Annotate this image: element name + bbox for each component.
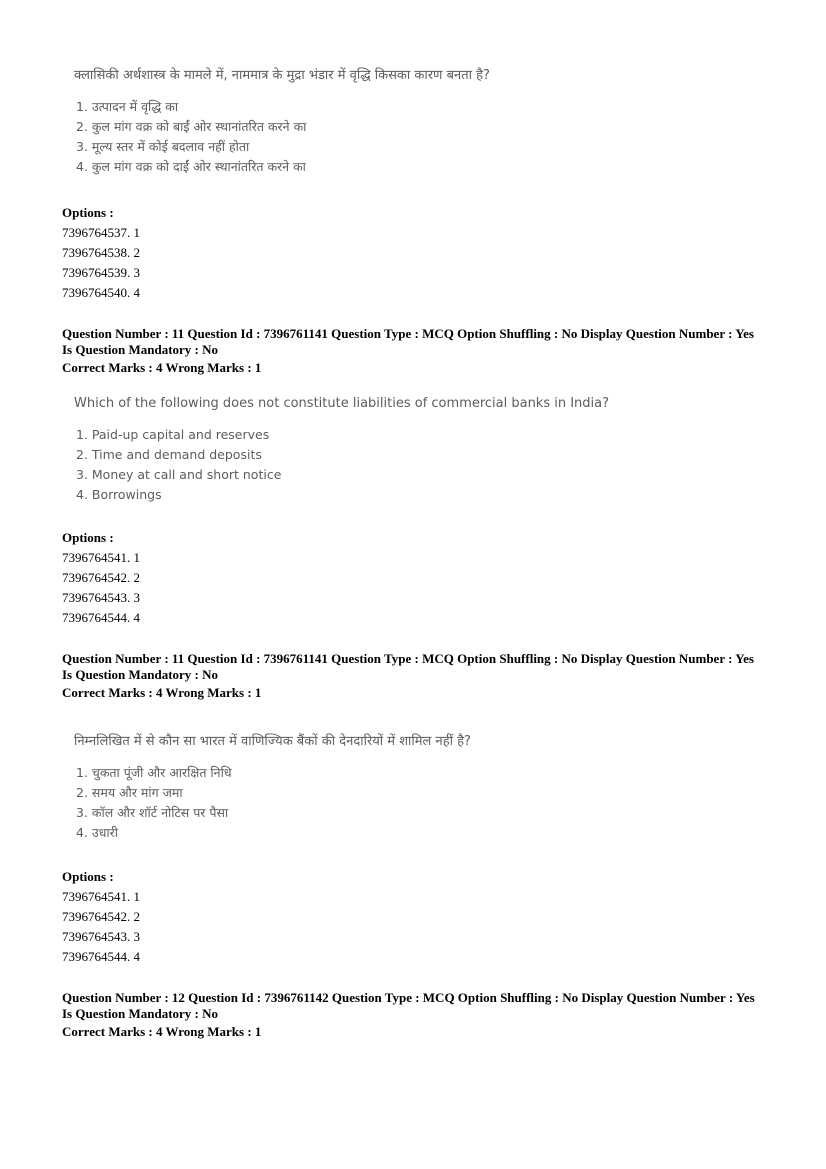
question-text: निम्नलिखित में से कौन सा भारत में वाणिज्यिक बैंकों की देनदारियों में शामिल नहीं है? <box>74 734 471 749</box>
choice-item: 2. कुल मांग वक्र को बाईं ओर स्थानांतरित करने का <box>76 119 307 134</box>
choice-item: 1. Paid-up capital and reserves <box>76 427 270 442</box>
choice-list <box>74 763 471 843</box>
question-image-3 <box>74 733 471 843</box>
marks-line: Correct Marks : 4 Wrong Marks : 1 <box>62 1024 262 1039</box>
question-header-line: Question Number : 11 Question Id : 7396761141 Question Type : MCQ Option Shuffling : No Display Question Number : Yes <box>62 651 754 666</box>
question-text: क्लासिकी अर्थशास्त्र के मामले में, नाममात्र के मुद्रा भंडार में वृद्धि किसका कारण बनता है? <box>74 68 490 83</box>
choice-item: 1. उत्पादन में वृद्धि का <box>76 99 179 114</box>
mandatory-line: Is Question Mandatory : No <box>62 342 219 357</box>
choice-item: 3. मूल्य स्तर में कोई बदलाव नहीं होता <box>76 139 250 154</box>
option-id: 7396764542. 2 <box>62 570 140 585</box>
question-text: Which of the following does not constitute liabilities of commercial banks in India? <box>74 396 610 411</box>
marks-line: Correct Marks : 4 Wrong Marks : 1 <box>62 685 262 700</box>
option-id: 7396764542. 2 <box>62 909 140 924</box>
question-meta-2 <box>62 326 754 376</box>
question-header-line: Question Number : 11 Question Id : 7396761141 Question Type : MCQ Option Shuffling : No Display Question Number : Yes <box>62 326 754 341</box>
mandatory-line: Is Question Mandatory : No <box>62 667 219 682</box>
option-id: 7396764543. 3 <box>62 590 140 605</box>
choice-item: 1. चुकता पूंजी और आरक्षित निधि <box>76 765 232 780</box>
option-id: 7396764544. 4 <box>62 949 140 964</box>
options-heading: Options : <box>62 869 114 884</box>
choice-item: 3. कॉल और शॉर्ट नोटिस पर पैसा <box>76 805 229 820</box>
question-meta-4 <box>62 990 755 1040</box>
choice-list <box>74 97 490 177</box>
question-header-line: Question Number : 12 Question Id : 7396761142 Question Type : MCQ Option Shuffling : No Display Question Number : Yes <box>62 990 755 1005</box>
question-meta-3 <box>62 651 754 701</box>
option-id: 7396764539. 3 <box>62 265 140 280</box>
choice-item: 4. कुल मांग वक्र को दाईं ओर स्थानांतरित करने का <box>76 159 306 174</box>
choice-item: 3. Money at call and short notice <box>76 467 282 482</box>
choice-item: 2. Time and demand deposits <box>76 447 262 462</box>
option-id: 7396764541. 1 <box>62 550 140 565</box>
question-image-2 <box>74 395 609 505</box>
option-id: 7396764544. 4 <box>62 610 140 625</box>
options-block-1 <box>62 203 140 303</box>
option-id: 7396764543. 3 <box>62 929 140 944</box>
option-id: 7396764537. 1 <box>62 225 140 240</box>
choice-list <box>74 425 609 505</box>
choice-item: 4. उधारी <box>76 825 119 840</box>
options-heading: Options : <box>62 205 114 220</box>
options-heading: Options : <box>62 530 114 545</box>
question-image-1 <box>74 67 490 177</box>
option-id: 7396764540. 4 <box>62 285 140 300</box>
options-block-3 <box>62 867 140 967</box>
option-id: 7396764538. 2 <box>62 245 140 260</box>
option-id: 7396764541. 1 <box>62 889 140 904</box>
options-block-2 <box>62 528 140 628</box>
choice-item: 4. Borrowings <box>76 487 162 502</box>
mandatory-line: Is Question Mandatory : No <box>62 1006 219 1021</box>
choice-item: 2. समय और मांग जमा <box>76 785 183 800</box>
marks-line: Correct Marks : 4 Wrong Marks : 1 <box>62 360 262 375</box>
